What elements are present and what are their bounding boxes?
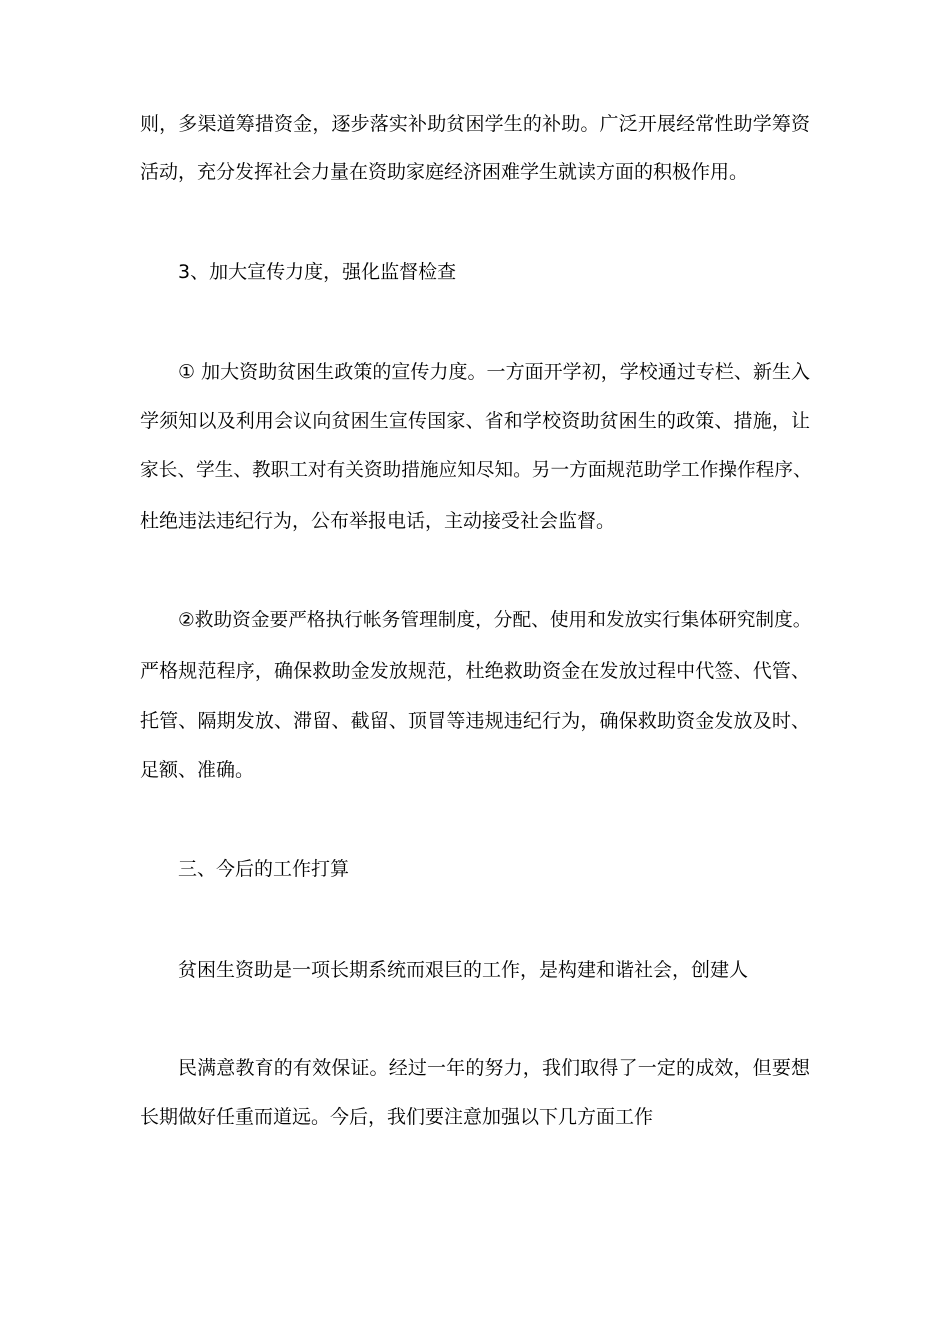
paragraph-4-line-1: 贫困生资助是一项长期系统而艰巨的工作，是构建和谐社会，创建人	[178, 959, 749, 981]
paragraph-2-line-3: 家长、学生、教职工对有关资助措施应知尽知。另一方面规范助学工作操作程序、	[140, 460, 812, 481]
section-heading-3: 3、加大宣传力度，强化监督检查	[178, 261, 457, 283]
paragraph-3-line-4: 足额、准确。	[140, 759, 255, 781]
paragraph-2-line-4: 杜绝违法违纪行为，公布举报电话，主动接受社会监督。	[140, 510, 616, 532]
paragraph-1-line-2: 活动，充分发挥社会力量在资助家庭经济困难学生就读方面的积极作用。	[140, 161, 749, 183]
section-heading-three: 三、今后的工作打算	[178, 858, 350, 880]
paragraph-5-line-2: 长期做好任重而道远。今后，我们要注意加强以下几方面工作	[140, 1106, 654, 1128]
paragraph-2-line-2: 学须知以及利用会议向贫困生宣传国家、省和学校资助贫困生的政策、措施，让	[140, 410, 810, 432]
paragraph-2-line-1: ① 加大资助贫困生政策的宣传力度。一方面开学初，学校通过专栏、新生入	[178, 361, 810, 383]
paragraph-3-line-3: 托管、隔期发放、滞留、截留、顶冒等违规违纪行为，确保救助资金发放及时、	[140, 710, 810, 732]
paragraph-3-line-1: ②救助资金要严格执行帐务管理制度，分配、使用和发放实行集体研究制度。	[178, 610, 812, 631]
paragraph-3-line-2: 严格规范程序，确保救助金发放规范，杜绝救助资金在发放过程中代签、代管、	[140, 660, 810, 682]
paragraph-5-line-1: 民满意教育的有效保证。经过一年的努力，我们取得了一定的成效，但要想	[178, 1057, 810, 1079]
paragraph-1-line-1: 则，多渠道筹措资金，逐步落实补助贫困学生的补助。广泛开展经常性助学筹资	[140, 113, 810, 135]
